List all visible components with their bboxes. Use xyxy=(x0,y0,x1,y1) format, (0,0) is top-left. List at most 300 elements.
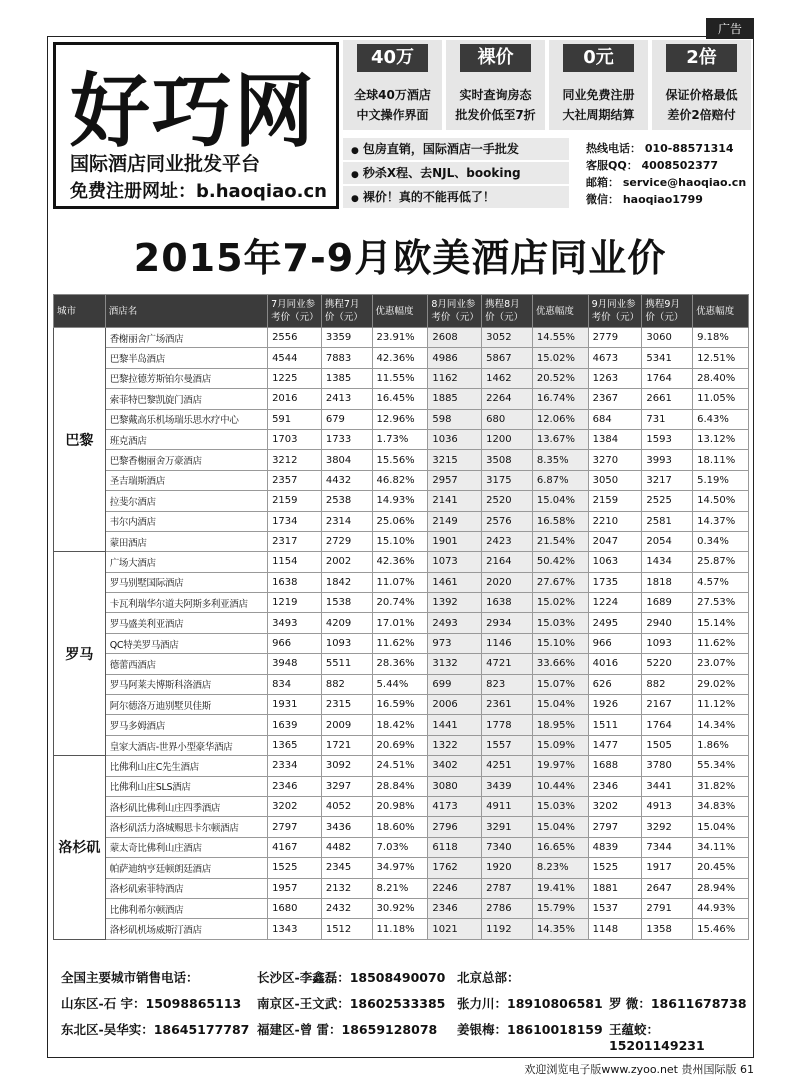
hotel-name-cell: 罗马别墅国际酒店 xyxy=(105,572,267,592)
hotel-name-cell: 广场大酒店 xyxy=(105,552,267,572)
hotel-name-cell: 巴黎香榭丽舍万豪酒店 xyxy=(105,450,267,470)
price-cell: 1680 xyxy=(268,898,322,918)
column-header: 酒店名 xyxy=(105,295,267,328)
hotel-name-cell: 班克酒店 xyxy=(105,429,267,449)
table-row xyxy=(54,552,749,572)
price-cell: 3202 xyxy=(588,796,642,816)
price-cell: 4721 xyxy=(482,654,533,674)
price-cell: 3292 xyxy=(642,817,693,837)
price-cell: 2361 xyxy=(482,695,533,715)
table-row xyxy=(54,470,749,490)
price-cell: 1917 xyxy=(642,858,693,878)
price-cell: 4.57% xyxy=(693,572,749,592)
price-cell: 1385 xyxy=(321,368,372,388)
column-header: 7月同业参考价（元） xyxy=(268,295,322,328)
price-cell: 4911 xyxy=(482,796,533,816)
price-cell: 1392 xyxy=(428,593,482,613)
price-cell: 20.98% xyxy=(372,796,428,816)
price-cell: 1525 xyxy=(268,858,322,878)
price-cell: 31.82% xyxy=(693,776,749,796)
price-cell: 1639 xyxy=(268,715,322,735)
price-cell: 1525 xyxy=(588,858,642,878)
price-cell: 1764 xyxy=(642,715,693,735)
table-row xyxy=(54,919,749,939)
price-cell: 1901 xyxy=(428,531,482,551)
hotel-name-cell: 卡瓦利瑞华尔道夫阿斯多利亚酒店 xyxy=(105,593,267,613)
price-cell: 2729 xyxy=(321,531,372,551)
hotel-name-cell: 比佛利山庄C先生酒店 xyxy=(105,756,267,776)
price-cell: 25.87% xyxy=(693,552,749,572)
price-cell: 684 xyxy=(588,409,642,429)
price-cell: 1512 xyxy=(321,919,372,939)
hotel-name-cell: 索菲特巴黎凯旋门酒店 xyxy=(105,389,267,409)
table-row xyxy=(54,572,749,592)
price-cell: 14.35% xyxy=(532,919,588,939)
price-cell: 3297 xyxy=(321,776,372,796)
price-cell: 2264 xyxy=(482,389,533,409)
price-cell: 1036 xyxy=(428,429,482,449)
price-cell: 1593 xyxy=(642,429,693,449)
table-row xyxy=(54,776,749,796)
price-cell: 1557 xyxy=(482,735,533,755)
price-cell: 15.04% xyxy=(532,695,588,715)
price-cell: 2346 xyxy=(588,776,642,796)
bullet-icon: ● xyxy=(351,146,359,156)
bullet-item: ● 包房直销，国际酒店一手批发 xyxy=(343,138,569,160)
price-cell: 5867 xyxy=(482,348,533,368)
table-row xyxy=(54,593,749,613)
hotel-name-cell: 香榭丽舍广场酒店 xyxy=(105,328,267,348)
price-cell: 9.18% xyxy=(693,328,749,348)
price-cell: 823 xyxy=(482,674,533,694)
price-cell: 2315 xyxy=(321,695,372,715)
price-cell: 2141 xyxy=(428,491,482,511)
price-cell: 2493 xyxy=(428,613,482,633)
price-cell: 2357 xyxy=(268,470,322,490)
price-cell: 50.42% xyxy=(532,552,588,572)
price-cell: 1073 xyxy=(428,552,482,572)
city-cell: 洛杉矶 xyxy=(54,756,106,940)
table-row xyxy=(54,796,749,816)
price-cell: 18.11% xyxy=(693,450,749,470)
price-cell: 46.82% xyxy=(372,470,428,490)
feature-line: 大社周期结算 xyxy=(562,108,635,122)
price-cell: 3291 xyxy=(482,817,533,837)
hotel-name-cell: 罗马多姆酒店 xyxy=(105,715,267,735)
hotel-name-cell: 蒙田酒店 xyxy=(105,531,267,551)
price-cell: 28.36% xyxy=(372,654,428,674)
contact-info xyxy=(586,140,746,208)
price-cell: 3780 xyxy=(642,756,693,776)
hotel-name-cell: 德蕾西酒店 xyxy=(105,654,267,674)
feature-line: 实时查询房态 xyxy=(459,88,532,102)
price-cell: 1505 xyxy=(642,735,693,755)
page-title: 2015年7-9月欧美酒店同业价 xyxy=(133,236,667,280)
price-cell: 1931 xyxy=(268,695,322,715)
price-cell: 28.84% xyxy=(372,776,428,796)
price-cell: 3441 xyxy=(642,776,693,796)
table-row xyxy=(54,756,749,776)
price-cell: 3175 xyxy=(482,470,533,490)
price-cell: 2346 xyxy=(428,898,482,918)
price-cell: 3092 xyxy=(321,756,372,776)
price-cell: 44.93% xyxy=(693,898,749,918)
price-cell: 680 xyxy=(482,409,533,429)
price-cell: 2495 xyxy=(588,613,642,633)
price-cell: 626 xyxy=(588,674,642,694)
table-row xyxy=(54,817,749,837)
page-note: 欢迎浏览电子版www.zyoo.net 贵州国际版 61 xyxy=(524,1063,754,1076)
price-cell: 834 xyxy=(268,674,322,694)
price-cell: 4016 xyxy=(588,654,642,674)
feature-line: 保证价格最低 xyxy=(665,88,738,102)
price-cell: 55.34% xyxy=(693,756,749,776)
price-cell: 2525 xyxy=(642,491,693,511)
price-cell: 34.11% xyxy=(693,837,749,857)
column-header: 优惠幅度 xyxy=(372,295,428,328)
price-cell: 34.97% xyxy=(372,858,428,878)
price-cell: 6.87% xyxy=(532,470,588,490)
price-cell: 20.45% xyxy=(693,858,749,878)
hotel-name-cell: 巴黎戴高乐机场瑞乐思水疗中心 xyxy=(105,409,267,429)
price-cell: 15.56% xyxy=(372,450,428,470)
hotel-name-cell: 罗马盛美利亚酒店 xyxy=(105,613,267,633)
price-cell: 28.40% xyxy=(693,368,749,388)
bullet-icon: ● xyxy=(351,194,359,204)
price-cell: 2791 xyxy=(642,898,693,918)
price-cell: 2054 xyxy=(642,531,693,551)
price-cell: 42.36% xyxy=(372,348,428,368)
price-cell: 2246 xyxy=(428,878,482,898)
feature-line: 中文操作界面 xyxy=(356,108,429,122)
footer-entry: 王蕴蛟：15201149231 xyxy=(609,1022,705,1053)
price-cell: 24.51% xyxy=(372,756,428,776)
price-cell: 4167 xyxy=(268,837,322,857)
footer-entry: 北京总部： xyxy=(457,970,520,985)
price-cell: 30.92% xyxy=(372,898,428,918)
city-cell: 罗马 xyxy=(54,552,106,756)
price-cell: 1926 xyxy=(588,695,642,715)
table-header-row xyxy=(54,295,749,328)
table-row xyxy=(54,654,749,674)
feature-badge: 2倍 xyxy=(666,44,737,72)
price-cell: 14.34% xyxy=(693,715,749,735)
hotel-name-cell: 洛杉矶比佛利山庄四季酒店 xyxy=(105,796,267,816)
price-cell: 1703 xyxy=(268,429,322,449)
table-row xyxy=(54,735,749,755)
price-cell: 2647 xyxy=(642,878,693,898)
price-cell: 2159 xyxy=(588,491,642,511)
table-row xyxy=(54,878,749,898)
price-cell: 2149 xyxy=(428,511,482,531)
price-cell: 2159 xyxy=(268,491,322,511)
price-cell: 10.44% xyxy=(532,776,588,796)
price-cell: 2317 xyxy=(268,531,322,551)
bullet-item: ● 秒杀X程、去NJL、booking xyxy=(343,162,569,184)
price-cell: 1638 xyxy=(268,572,322,592)
price-cell: 4986 xyxy=(428,348,482,368)
price-cell: 3508 xyxy=(482,450,533,470)
price-cell: 7.03% xyxy=(372,837,428,857)
price-cell: 1093 xyxy=(642,633,693,653)
price-cell: 1511 xyxy=(588,715,642,735)
price-cell: 3202 xyxy=(268,796,322,816)
price-cell: 2345 xyxy=(321,858,372,878)
price-cell: 11.62% xyxy=(372,633,428,653)
price-cell: 1384 xyxy=(588,429,642,449)
price-cell: 34.83% xyxy=(693,796,749,816)
footer-contacts xyxy=(53,960,749,1058)
price-cell: 3270 xyxy=(588,450,642,470)
price-cell: 23.07% xyxy=(693,654,749,674)
price-cell: 11.62% xyxy=(693,633,749,653)
price-cell: 2661 xyxy=(642,389,693,409)
price-cell: 3212 xyxy=(268,450,322,470)
hotel-name-cell: 洛杉矶活力洛城赐思卡尔顿酒店 xyxy=(105,817,267,837)
price-cell: 11.18% xyxy=(372,919,428,939)
price-cell: 1733 xyxy=(321,429,372,449)
price-cell: 29.02% xyxy=(693,674,749,694)
price-cell: 1.73% xyxy=(372,429,428,449)
price-cell: 11.05% xyxy=(693,389,749,409)
price-cell: 2934 xyxy=(482,613,533,633)
price-cell: 16.74% xyxy=(532,389,588,409)
price-cell: 1358 xyxy=(642,919,693,939)
bullet-list xyxy=(343,138,569,210)
table-row xyxy=(54,858,749,878)
column-header: 8月同业参考价（元） xyxy=(428,295,482,328)
price-cell: 2314 xyxy=(321,511,372,531)
price-cell: 4209 xyxy=(321,613,372,633)
price-cell: 17.01% xyxy=(372,613,428,633)
price-cell: 11.55% xyxy=(372,368,428,388)
price-cell: 18.95% xyxy=(532,715,588,735)
price-cell: 3080 xyxy=(428,776,482,796)
price-cell: 3993 xyxy=(642,450,693,470)
price-cell: 966 xyxy=(588,633,642,653)
price-cell: 2779 xyxy=(588,328,642,348)
price-cell: 1441 xyxy=(428,715,482,735)
price-cell: 16.45% xyxy=(372,389,428,409)
price-cell: 4544 xyxy=(268,348,322,368)
price-cell: 15.10% xyxy=(532,633,588,653)
table-row xyxy=(54,695,749,715)
price-cell: 15.04% xyxy=(532,491,588,511)
price-cell: 4251 xyxy=(482,756,533,776)
footer-entry: 长沙区-李鑫磊：18508490070 xyxy=(257,970,446,985)
price-cell: 3052 xyxy=(482,328,533,348)
price-cell: 2423 xyxy=(482,531,533,551)
column-header: 优惠幅度 xyxy=(532,295,588,328)
footer-entry: 山东区-石 宇：15098865113 xyxy=(61,996,242,1011)
price-cell: 19.41% xyxy=(532,878,588,898)
price-cell: 11.12% xyxy=(693,695,749,715)
price-cell: 5341 xyxy=(642,348,693,368)
price-cell: 2957 xyxy=(428,470,482,490)
price-cell: 2210 xyxy=(588,511,642,531)
price-cell: 2413 xyxy=(321,389,372,409)
price-cell: 20.69% xyxy=(372,735,428,755)
price-cell: 1885 xyxy=(428,389,482,409)
price-cell: 23.91% xyxy=(372,328,428,348)
price-cell: 2002 xyxy=(321,552,372,572)
price-cell: 1162 xyxy=(428,368,482,388)
hotel-name-cell: 蒙太奇比佛利山庄酒店 xyxy=(105,837,267,857)
price-cell: 2576 xyxy=(482,511,533,531)
price-cell: 15.04% xyxy=(693,817,749,837)
price-cell: 4432 xyxy=(321,470,372,490)
brand-box xyxy=(53,42,339,209)
price-cell: 731 xyxy=(642,409,693,429)
price-cell: 6.43% xyxy=(693,409,749,429)
price-cell: 1343 xyxy=(268,919,322,939)
hotel-name-cell: 洛杉矶机场威斯汀酒店 xyxy=(105,919,267,939)
hotel-name-cell: 罗马阿莱夫博斯科洛酒店 xyxy=(105,674,267,694)
price-cell: 2020 xyxy=(482,572,533,592)
price-cell: 5511 xyxy=(321,654,372,674)
footer-entry: 南京区-王文武：18602533385 xyxy=(257,996,446,1011)
price-cell: 19.97% xyxy=(532,756,588,776)
price-cell: 1365 xyxy=(268,735,322,755)
price-cell: 2538 xyxy=(321,491,372,511)
price-cell: 2167 xyxy=(642,695,693,715)
price-cell: 2940 xyxy=(642,613,693,633)
price-cell: 1200 xyxy=(482,429,533,449)
price-cell: 1225 xyxy=(268,368,322,388)
price-cell: 14.50% xyxy=(693,491,749,511)
footer-heading: 全国主要城市销售电话： xyxy=(61,970,199,985)
price-cell: 2006 xyxy=(428,695,482,715)
price-cell: 966 xyxy=(268,633,322,653)
price-cell: 2787 xyxy=(482,878,533,898)
price-cell: 14.55% xyxy=(532,328,588,348)
table-row xyxy=(54,328,749,348)
table-row xyxy=(54,368,749,388)
table-row xyxy=(54,837,749,857)
hotel-name-cell: 阿尔德洛万迪别墅贝佳斯 xyxy=(105,695,267,715)
price-cell: 2047 xyxy=(588,531,642,551)
price-cell: 7344 xyxy=(642,837,693,857)
hotel-name-cell: 拉斐尔酒店 xyxy=(105,491,267,511)
hotel-name-cell: 帕萨迪纳亨廷顿朗廷酒店 xyxy=(105,858,267,878)
feature-badge: 40万 xyxy=(357,44,428,72)
price-cell: 2367 xyxy=(588,389,642,409)
price-cell: 3217 xyxy=(642,470,693,490)
price-cell: 15.03% xyxy=(532,796,588,816)
price-cell: 2164 xyxy=(482,552,533,572)
feature-4 xyxy=(652,40,751,130)
price-cell: 27.67% xyxy=(532,572,588,592)
price-cell: 1461 xyxy=(428,572,482,592)
price-cell: 1537 xyxy=(588,898,642,918)
qq: 客服QQ： 4008502377 xyxy=(586,159,719,172)
price-cell: 3050 xyxy=(588,470,642,490)
table-row xyxy=(54,613,749,633)
price-cell: 5220 xyxy=(642,654,693,674)
price-cell: 882 xyxy=(642,674,693,694)
table-row xyxy=(54,389,749,409)
price-cell: 2132 xyxy=(321,878,372,898)
price-cell: 1735 xyxy=(588,572,642,592)
price-cell: 4482 xyxy=(321,837,372,857)
hotline: 热线电话： 010-88571314 xyxy=(586,142,734,155)
table-row xyxy=(54,715,749,735)
price-cell: 1538 xyxy=(321,593,372,613)
feature-1 xyxy=(343,40,442,130)
column-header: 携程7月价（元） xyxy=(321,295,372,328)
price-cell: 1920 xyxy=(482,858,533,878)
email[interactable]: 邮箱： service@haoqiao.cn xyxy=(586,176,747,189)
price-cell: 1764 xyxy=(642,368,693,388)
price-cell: 2608 xyxy=(428,328,482,348)
price-cell: 2334 xyxy=(268,756,322,776)
table-row xyxy=(54,674,749,694)
feature-line: 全球40万酒店 xyxy=(354,88,431,102)
price-cell: 2009 xyxy=(321,715,372,735)
price-cell: 973 xyxy=(428,633,482,653)
price-cell: 3804 xyxy=(321,450,372,470)
price-cell: 11.07% xyxy=(372,572,428,592)
price-cell: 3493 xyxy=(268,613,322,633)
price-cell: 27.53% xyxy=(693,593,749,613)
city-cell: 巴黎 xyxy=(54,328,106,552)
price-cell: 12.06% xyxy=(532,409,588,429)
register-url[interactable]: 免费注册网址：b.haoqiao.cn xyxy=(70,181,327,202)
feature-line: 差价2倍赔付 xyxy=(667,108,736,122)
table-row xyxy=(54,491,749,511)
brand-logo: 好巧网 xyxy=(70,65,316,158)
hotel-name-cell: 巴黎半岛酒店 xyxy=(105,348,267,368)
price-cell: 14.93% xyxy=(372,491,428,511)
price-cell: 15.46% xyxy=(693,919,749,939)
price-cell: 21.54% xyxy=(532,531,588,551)
hotel-name-cell: 巴黎拉德芳斯铂尔曼酒店 xyxy=(105,368,267,388)
table-row xyxy=(54,409,749,429)
price-cell: 8.35% xyxy=(532,450,588,470)
price-cell: 18.42% xyxy=(372,715,428,735)
price-cell: 25.06% xyxy=(372,511,428,531)
price-cell: 1689 xyxy=(642,593,693,613)
price-cell: 1063 xyxy=(588,552,642,572)
price-cell: 3402 xyxy=(428,756,482,776)
price-cell: 1263 xyxy=(588,368,642,388)
price-cell: 15.03% xyxy=(532,613,588,633)
hotel-name-cell: 比佛利希尔顿酒店 xyxy=(105,898,267,918)
price-cell: 1146 xyxy=(482,633,533,653)
table-row xyxy=(54,633,749,653)
ad-label: 广告 xyxy=(706,18,754,39)
price-cell: 7340 xyxy=(482,837,533,857)
price-cell: 882 xyxy=(321,674,372,694)
price-cell: 1.86% xyxy=(693,735,749,755)
price-cell: 1957 xyxy=(268,878,322,898)
price-cell: 33.66% xyxy=(532,654,588,674)
table-row xyxy=(54,511,749,531)
price-cell: 13.12% xyxy=(693,429,749,449)
price-cell: 699 xyxy=(428,674,482,694)
price-cell: 3359 xyxy=(321,328,372,348)
price-cell: 2796 xyxy=(428,817,482,837)
price-cell: 1462 xyxy=(482,368,533,388)
price-cell: 4173 xyxy=(428,796,482,816)
price-cell: 3215 xyxy=(428,450,482,470)
column-header: 携程9月价（元） xyxy=(642,295,693,328)
price-table xyxy=(53,294,749,940)
price-cell: 1818 xyxy=(642,572,693,592)
hotel-name-cell: 韦尔内酒店 xyxy=(105,511,267,531)
table-row xyxy=(54,348,749,368)
feature-3 xyxy=(549,40,648,130)
